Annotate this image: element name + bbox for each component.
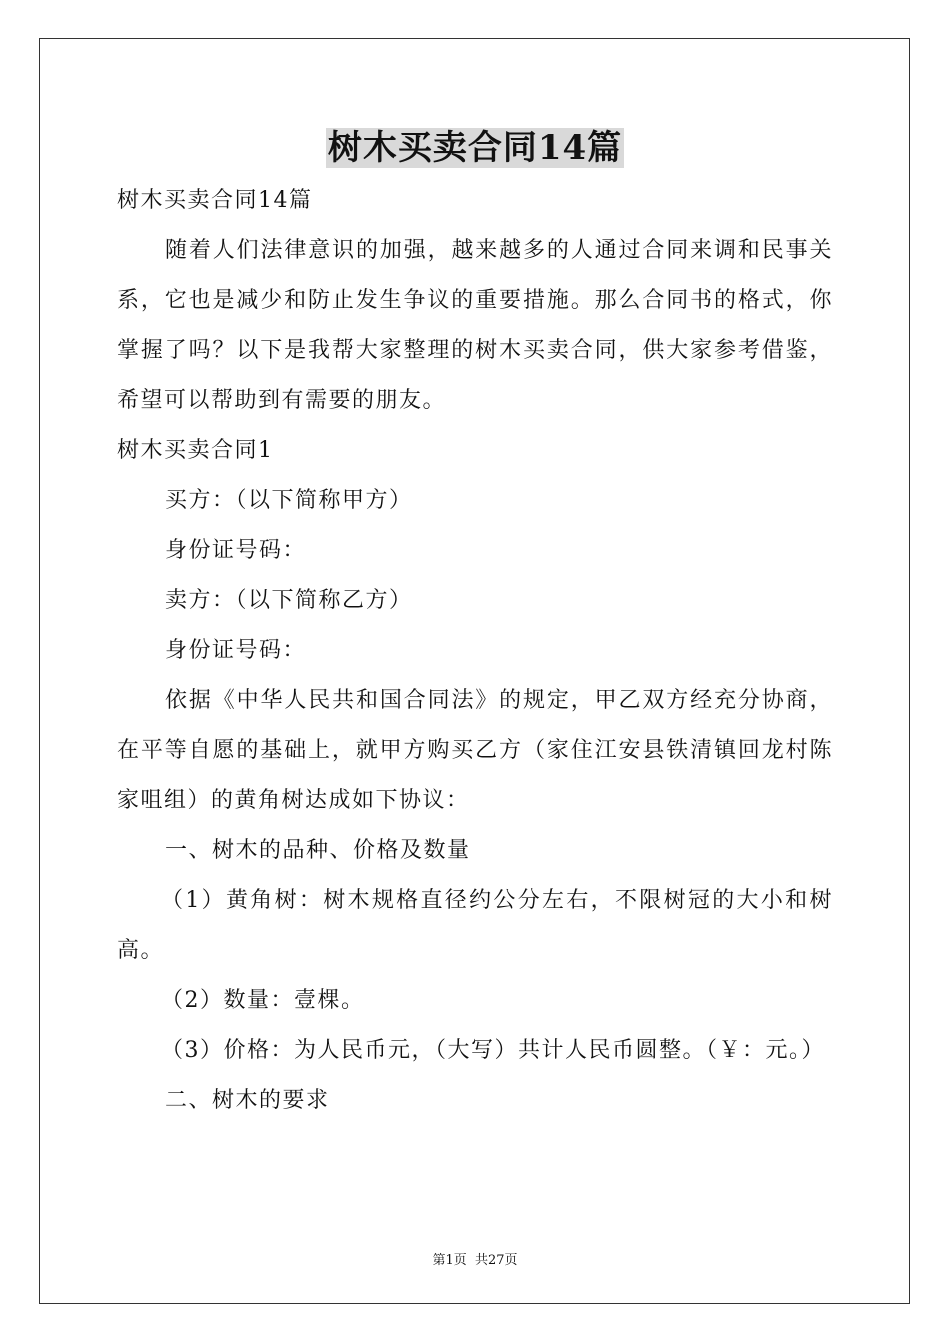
paragraph-seller-id: 身份证号码： xyxy=(165,638,307,663)
section-heading-2: 二、树木的要求 xyxy=(165,1088,330,1113)
paragraph-intro: 随着人们法律意识的加强，越来越多的人通过合同来调和民事关系，它也是减少和防止发生争议的重要措施。那么合同书的格式，你掌握了吗？以下是我帮大家整理的树木买卖合同，供大家参考借鉴，希望可以帮助到有需要的朋友。 xyxy=(117,238,833,413)
title-container xyxy=(0,128,950,168)
section-heading-1: 一、树木的品种、价格及数量 xyxy=(165,838,471,863)
paragraph-subtitle: 树木买卖合同14篇 xyxy=(117,188,313,213)
document-body xyxy=(117,176,833,1126)
clause-1: （1）黄角树：树木规格直径约公分左右，不限树冠的大小和树高。 xyxy=(117,888,833,963)
clause-2: （2）数量：壹棵。 xyxy=(161,988,365,1013)
paragraph-basis: 依据《中华人民共和国合同法》的规定，甲乙双方经充分协商，在平等自愿的基础上，就甲方购买乙方（家住江安县铁清镇回龙村陈家咀组）的黄角树达成如下协议： xyxy=(117,688,833,813)
document-title: 树木买卖合同14篇 xyxy=(327,128,623,168)
paragraph-buyer: 买方：（以下简称甲方） xyxy=(165,488,413,513)
page-total: 共27页 xyxy=(474,1253,518,1268)
paragraph-buyer-id: 身份证号码： xyxy=(165,538,307,563)
paragraph-contract-heading: 树木买卖合同1 xyxy=(117,438,274,463)
page-number: 第1页 xyxy=(432,1253,467,1268)
page-footer xyxy=(0,1249,950,1268)
paragraph-seller: 卖方：（以下简称乙方） xyxy=(165,588,413,613)
clause-3: （3）价格：为人民币元，（大写）共计人民币圆整。（￥：元。） xyxy=(161,1038,825,1063)
